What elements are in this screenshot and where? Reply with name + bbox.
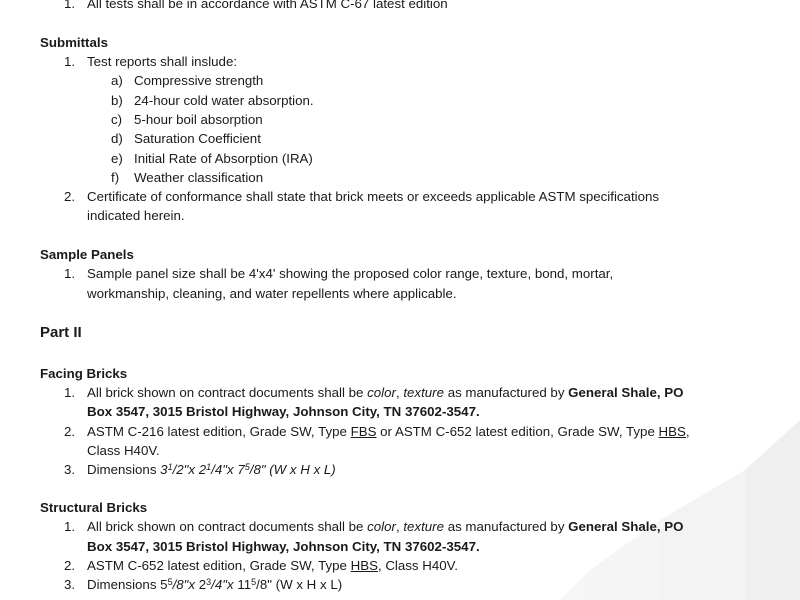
sublist-item-text: Saturation Coefficient xyxy=(134,131,261,146)
list-item-text: Certificate of conformance shall state that brick meets or exceeds applicable ASTM specifications xyxy=(87,189,660,204)
sublist-item-text: 5-hour boil absorption xyxy=(134,112,263,127)
sublist-letter: c) xyxy=(111,112,123,127)
sublist-item-text: Weather classification xyxy=(134,170,264,185)
list-item-text-continued: Class H40V. xyxy=(87,443,160,458)
list-number: 1. xyxy=(64,519,76,534)
list-item-text: All brick shown on contract documents shall be color, texture as manufactured by General Shale, PO xyxy=(87,519,684,534)
sublist-item-text: Compressive strength xyxy=(134,73,264,88)
manufacturer-address: Box 3547, 3015 Bristol Highway, Johnson City, TN 37602-3547. xyxy=(87,404,480,419)
list-number: 2. xyxy=(64,189,76,204)
list-number: 2. xyxy=(64,558,76,573)
sublist-letter: d) xyxy=(111,131,123,146)
list-number: 3. xyxy=(64,462,76,477)
section-heading-submittals: Submittals xyxy=(40,35,108,50)
list-item-text: All tests shall be in accordance with ASTM C-67 latest edition xyxy=(87,0,448,11)
manufacturer-address: Box 3547, 3015 Bristol Highway, Johnson City, TN 37602-3547. xyxy=(87,539,480,554)
list-item-text-continued: indicated herein. xyxy=(87,208,185,223)
list-item-text: Sample panel size shall be 4'x4' showing the proposed color range, texture, bond, mortar, xyxy=(87,266,614,281)
section-heading-facing-bricks: Facing Bricks xyxy=(40,366,128,381)
section-heading-structural-bricks: Structural Bricks xyxy=(40,500,148,515)
dimensions-text: Dimensions $5^5/8"x$ $2^3/4"x$ $11^5/8$" (W x H x L) xyxy=(87,577,343,592)
sublist-item-text: Initial Rate of Absorption (IRA) xyxy=(134,151,313,166)
sublist-letter: e) xyxy=(111,151,123,166)
section-heading-sample-panels: Sample Panels xyxy=(40,247,134,262)
sublist-letter: f) xyxy=(111,170,120,185)
sublist-item-text: 24-hour cold water absorption. xyxy=(134,93,314,108)
sublist-letter: b) xyxy=(111,93,123,108)
list-item-text: Test reports shall inslude: xyxy=(87,54,238,69)
dimensions-text: Dimensions $3^1/2"x$ $2^1/4"x$ $7^5/8$" (W x H x L) xyxy=(87,462,336,477)
list-item-text: ASTM C-652 latest edition, Grade SW, Type HBS, Class H40V. xyxy=(87,558,459,573)
list-number: 2. xyxy=(64,424,76,439)
list-number: 1. xyxy=(64,385,76,400)
part-heading: Part II xyxy=(40,324,82,341)
list-number: 1. xyxy=(64,54,76,69)
list-number: 3. xyxy=(64,577,76,592)
list-number: 1. xyxy=(64,0,76,11)
list-item-text-continued: workmanship, cleaning, and water repellents where applicable. xyxy=(87,286,457,301)
list-number: 1. xyxy=(64,266,76,281)
list-item-text: ASTM C-216 latest edition, Grade SW, Type FBS or ASTM C-652 latest edition, Grade SW, Type HBS, xyxy=(87,424,690,439)
list-item-text: All brick shown on contract documents shall be color, texture as manufactured by General Shale, PO xyxy=(87,385,684,400)
sublist-letter: a) xyxy=(111,73,123,88)
